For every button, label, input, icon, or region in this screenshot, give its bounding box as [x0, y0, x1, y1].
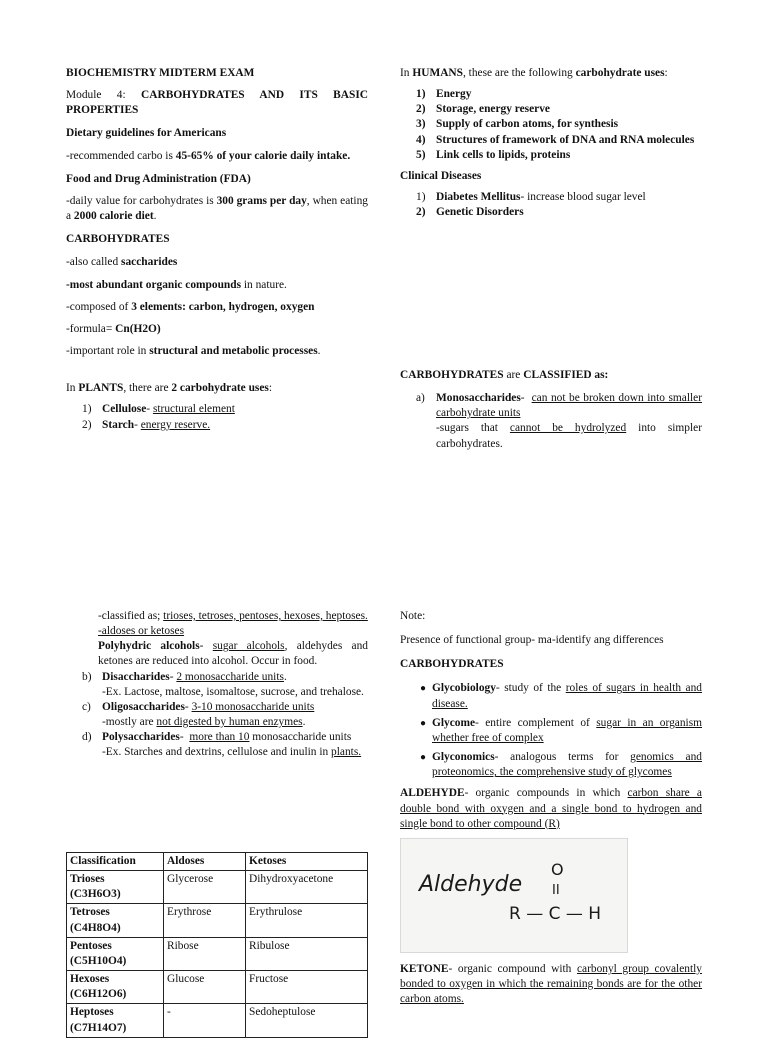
- item-term: Glycome: [432, 716, 476, 729]
- mono-line2-c: into simpler carbohydrates.: [436, 422, 702, 450]
- saccharides-line: [66, 255, 368, 270]
- list-item: [416, 148, 702, 163]
- table-cell: [67, 937, 164, 970]
- table-cell: Ribulose: [246, 937, 368, 970]
- monosaccharides-item: [400, 391, 702, 452]
- poly-alc-d: , aldehydes and ketones are reduced into alcohol. Occur in food.: [98, 640, 368, 668]
- fda-text: [66, 194, 368, 224]
- module-prefix: Module 4:: [66, 89, 126, 102]
- table-cell: [67, 971, 164, 1004]
- item-u: genomics and proteonomics, the comprehensive study of glycomes: [432, 751, 702, 779]
- item-number: 2): [416, 206, 426, 219]
- left-column: [66, 66, 368, 433]
- item-text: Storage, energy reserve: [436, 103, 550, 116]
- poly-alc-b: -: [199, 640, 204, 653]
- plants-c: , there are: [123, 382, 169, 395]
- list-item: [420, 716, 702, 746]
- classification-block: [400, 368, 702, 452]
- glyco-list: [400, 681, 702, 780]
- mono-continued: [82, 609, 368, 670]
- humans-a: In: [400, 67, 410, 79]
- dietary-heading: Dietary guidelines for Americans: [66, 127, 227, 140]
- saccharides-a: -also called: [66, 256, 119, 269]
- fda-d: 2000 calorie diet: [73, 210, 154, 223]
- aldehyde-term: ALDEHYDE: [400, 787, 465, 800]
- table-row: [67, 904, 368, 937]
- item-number: 3): [416, 118, 426, 131]
- class-name: Trioses: [70, 873, 105, 886]
- list-item: [416, 117, 702, 132]
- humans-d: carbohydrate uses: [575, 67, 665, 79]
- abundant-line: [66, 278, 368, 293]
- aldehyde-definition: [400, 786, 702, 831]
- list-item: [416, 205, 702, 220]
- item-number: 1): [416, 191, 426, 204]
- clinical-list: [400, 190, 702, 220]
- item-number: b): [82, 670, 92, 683]
- list-item: [420, 750, 702, 780]
- class-formula: (C3H6O3): [70, 888, 121, 901]
- table-cell: Glycerose: [164, 871, 246, 904]
- clinical-heading: Clinical Diseases: [400, 169, 482, 182]
- table-cell: Erythrulose: [246, 904, 368, 937]
- list-item: [416, 133, 702, 148]
- item-u: sugar in an organism whether free of complex: [432, 716, 702, 744]
- classification-table-wrap: [66, 852, 368, 1038]
- item-number: 2): [416, 103, 426, 116]
- item-u: roles of sugars in health and disease.: [432, 682, 702, 710]
- humans-b: HUMANS: [412, 67, 463, 79]
- mono-line2-a: -sugars that: [436, 422, 498, 435]
- item-term: Disaccharides: [102, 670, 170, 683]
- list-item: [82, 402, 368, 417]
- table-header: Aldoses: [164, 853, 246, 871]
- role-line: [66, 344, 368, 359]
- classified-c: CLASSIFIED as:: [523, 369, 609, 381]
- item-end: .: [283, 670, 287, 683]
- formula-a: -formula=: [66, 322, 113, 335]
- list-item: [416, 102, 702, 117]
- oligosaccharides-item: c) Oligosaccharides- 3-10 monosaccharide units -mostly are not digested by human enzymes.: [82, 700, 368, 730]
- lower-right-column: [400, 609, 702, 1007]
- item-term: Polysaccharides: [102, 731, 180, 744]
- table-cell: [67, 904, 164, 937]
- module-title: [66, 88, 368, 118]
- class-formula: (C4H8O4): [70, 921, 121, 934]
- item-desc: energy reserve.: [140, 418, 211, 431]
- item-term: Oligosaccharides: [102, 700, 185, 713]
- dietary-text: [66, 149, 368, 164]
- list-item: [416, 87, 702, 102]
- composed-a: -composed of: [66, 300, 129, 313]
- humans-line: [400, 66, 702, 81]
- carbohydrates-heading: CARBOHYDRATES: [66, 233, 170, 246]
- class-formula: (C6H12O6): [70, 988, 127, 1001]
- item-number: 4): [416, 133, 426, 146]
- module-name: CARBOHYDRATES AND ITS BASIC PROPERTIES: [66, 89, 368, 117]
- saccharides-b: saccharides: [121, 256, 178, 269]
- plants-a: In: [66, 382, 76, 395]
- classified-as-b: trioses, tetroses, pentoses, hexoses, heptoses.: [163, 610, 368, 622]
- humans-e: :: [664, 67, 668, 79]
- item-term: Diabetes Mellitus: [436, 191, 521, 204]
- list-item: [420, 681, 702, 711]
- table-cell: -: [164, 1004, 246, 1037]
- table-cell: Glucose: [164, 971, 246, 1004]
- item-desc: can not be broken down into smaller carbohydrate units: [436, 392, 702, 420]
- item-desc: more than 10: [189, 731, 250, 744]
- table-cell: Dihydroxyacetone: [246, 871, 368, 904]
- item-extra-end: .: [302, 716, 306, 729]
- exam-title: BIOCHEMISTRY MIDTERM EXAM: [66, 67, 255, 79]
- table-cell: [67, 1004, 164, 1037]
- polysaccharides-item: d) Polysaccharides- more than 10 monosaccharide units -Ex. Starches and dextrins, cellulose and inulin in plants.: [82, 730, 368, 760]
- aldehyde-sketch: [401, 839, 627, 952]
- classification-table: [66, 852, 368, 1038]
- abundant-a: -most abundant organic compounds: [66, 278, 242, 291]
- abundant-b: in nature.: [243, 278, 287, 291]
- classified-heading: [400, 368, 702, 383]
- plants-b: PLANTS: [78, 382, 124, 395]
- bullet-icon: ●: [420, 752, 427, 764]
- right-column: [400, 66, 702, 220]
- item-number: c): [82, 700, 91, 713]
- table-header: Classification: [67, 853, 164, 871]
- aldehyde-handwritten-image: [400, 838, 628, 953]
- formula-line: [66, 322, 368, 337]
- class-formula: (C7H14O7): [70, 1021, 127, 1034]
- item-number: 5): [416, 148, 426, 161]
- table-cell: Ribose: [164, 937, 246, 970]
- plants-d: 2 carbohydrate uses: [171, 382, 269, 395]
- note-label: Note:: [400, 610, 426, 622]
- aldehyde-a: - organic compounds in which: [464, 787, 621, 800]
- lower-left-column: [82, 609, 368, 761]
- item-desc: 3-10 monosaccharide units: [191, 700, 315, 713]
- table-cell: Fructose: [246, 971, 368, 1004]
- item-desc: - increase blood sugar level: [520, 191, 646, 204]
- bullet-icon: ●: [420, 717, 427, 729]
- formula-b: Cn(H2O): [115, 322, 161, 335]
- presence-line: Presence of functional group- ma-identify ang differences: [400, 634, 664, 647]
- role-a: -important role in: [66, 345, 147, 358]
- item-desc: 2 monosaccharide units: [176, 670, 284, 683]
- class-name: Pentoses: [70, 939, 112, 952]
- carbohydrates-heading-2: CARBOHYDRATES: [400, 658, 504, 671]
- item-text: Link cells to lipids, proteins: [436, 148, 571, 161]
- item-extra: -mostly are: [102, 716, 154, 729]
- plants-e: :: [268, 382, 273, 395]
- human-uses-list: [400, 87, 702, 163]
- mono-line2-b: cannot be hydrolyzed: [509, 422, 627, 435]
- item-extra: -Ex. Starches and dextrins, cellulose and inulin in: [102, 746, 329, 759]
- item-sep: -: [520, 392, 525, 405]
- hand-double-bond: II: [552, 882, 560, 898]
- class-name: Tetroses: [70, 906, 110, 919]
- table-header: Ketoses: [246, 853, 368, 871]
- item-a: - entire complement of: [475, 716, 590, 729]
- polyhydric-line: [98, 639, 368, 669]
- item-number: 1): [416, 88, 426, 101]
- dietary-text-b: 45-65% of your calorie daily intake.: [175, 149, 351, 162]
- item-number: d): [82, 731, 92, 744]
- role-b: structural and metabolic processes: [149, 345, 318, 358]
- item-term: Starch: [102, 418, 135, 431]
- item-extra-u: not digested by human enzymes: [156, 716, 303, 729]
- hand-chain: R — C — H: [509, 903, 602, 924]
- class-name: Hexoses: [70, 973, 110, 986]
- aldoses-line: -aldoses or ketoses: [98, 625, 185, 638]
- plants-line: [66, 381, 368, 396]
- item-term: Glyconomics: [432, 751, 495, 764]
- item-extra-u: plants.: [331, 746, 362, 759]
- hand-word: Aldehyde: [419, 871, 523, 897]
- fda-e: .: [153, 210, 157, 223]
- composed-b: 3 elements: carbon, hydrogen, oxygen: [131, 300, 315, 313]
- hand-oxygen: O: [551, 859, 564, 879]
- aldehyde-u: carbon share a double bond with oxygen and a single bond to hydrogen and single bond to other compound (R): [400, 787, 702, 830]
- classified-a: CARBOHYDRATES: [400, 369, 504, 381]
- item-text: Supply of carbon atoms, for synthesis: [436, 118, 619, 131]
- item-sep: -: [134, 418, 138, 431]
- item-term: Monosaccharides: [436, 392, 521, 405]
- item-number: a): [416, 392, 425, 405]
- table-row: [67, 871, 368, 904]
- item-term: Glycobiology: [432, 682, 496, 695]
- fda-heading: Food and Drug Administration (FDA): [66, 172, 251, 185]
- table-cell: Sedoheptulose: [246, 1004, 368, 1037]
- table-cell: Erythrose: [164, 904, 246, 937]
- item-desc: structural element: [152, 403, 235, 416]
- item-term: Genetic Disorders: [436, 206, 524, 219]
- humans-c: , these are the following: [462, 67, 573, 79]
- table-row: [67, 1004, 368, 1037]
- bullet-icon: ●: [420, 683, 427, 695]
- item-a: - study of the: [495, 682, 562, 695]
- item-text: Structures of framework of DNA and RNA molecules: [436, 133, 695, 146]
- poly-alc-c: sugar alcohols: [212, 640, 285, 653]
- fda-b: 300 grams per day: [216, 194, 307, 207]
- item-end: monosaccharide units: [249, 731, 352, 744]
- classified-as-a: -classified as;: [98, 610, 161, 622]
- item-term: Cellulose: [102, 403, 147, 416]
- class-formula: (C5H10O4): [70, 954, 127, 967]
- item-extra: -Ex. Lactose, maltose, isomaltose, sucrose, and trehalose.: [102, 685, 364, 698]
- composed-line: [66, 300, 368, 315]
- dietary-text-a: -recommended carbo is: [66, 149, 173, 162]
- item-a: - analogous terms for: [494, 751, 619, 764]
- fda-c: , when eating a: [66, 194, 368, 223]
- fda-a: -daily value for carbohydrates is: [66, 194, 214, 207]
- table-cell: [67, 871, 164, 904]
- ketone-definition: [400, 962, 702, 1007]
- role-c: .: [317, 345, 321, 358]
- ketone-a: - organic compound with: [448, 962, 572, 975]
- table-row: [67, 971, 368, 1004]
- ketone-term: KETONE: [400, 962, 449, 975]
- item-sep: -: [146, 403, 151, 416]
- disaccharides-item: b) Disaccharides- 2 monosaccharide units. -Ex. Lactose, maltose, isomaltose, sucrose, and trehalose.: [82, 670, 368, 700]
- item-number: 2): [82, 418, 92, 431]
- list-item: [82, 418, 368, 433]
- poly-alc-a: Polyhydric alcohols: [98, 640, 200, 653]
- table-row: [67, 937, 368, 970]
- plant-uses-list: [66, 402, 368, 432]
- classified-as-line: [98, 609, 368, 624]
- item-text: Energy: [436, 88, 472, 101]
- item-number: 1): [82, 403, 92, 416]
- ketone-u: carbonyl group covalently bonded to oxygen in which the remaining bonds are for the other carbon atoms.: [400, 962, 702, 1006]
- class-name: Heptoses: [70, 1006, 114, 1019]
- classified-b: are: [506, 369, 521, 381]
- list-item: [416, 190, 702, 205]
- table-header-row: [67, 853, 368, 871]
